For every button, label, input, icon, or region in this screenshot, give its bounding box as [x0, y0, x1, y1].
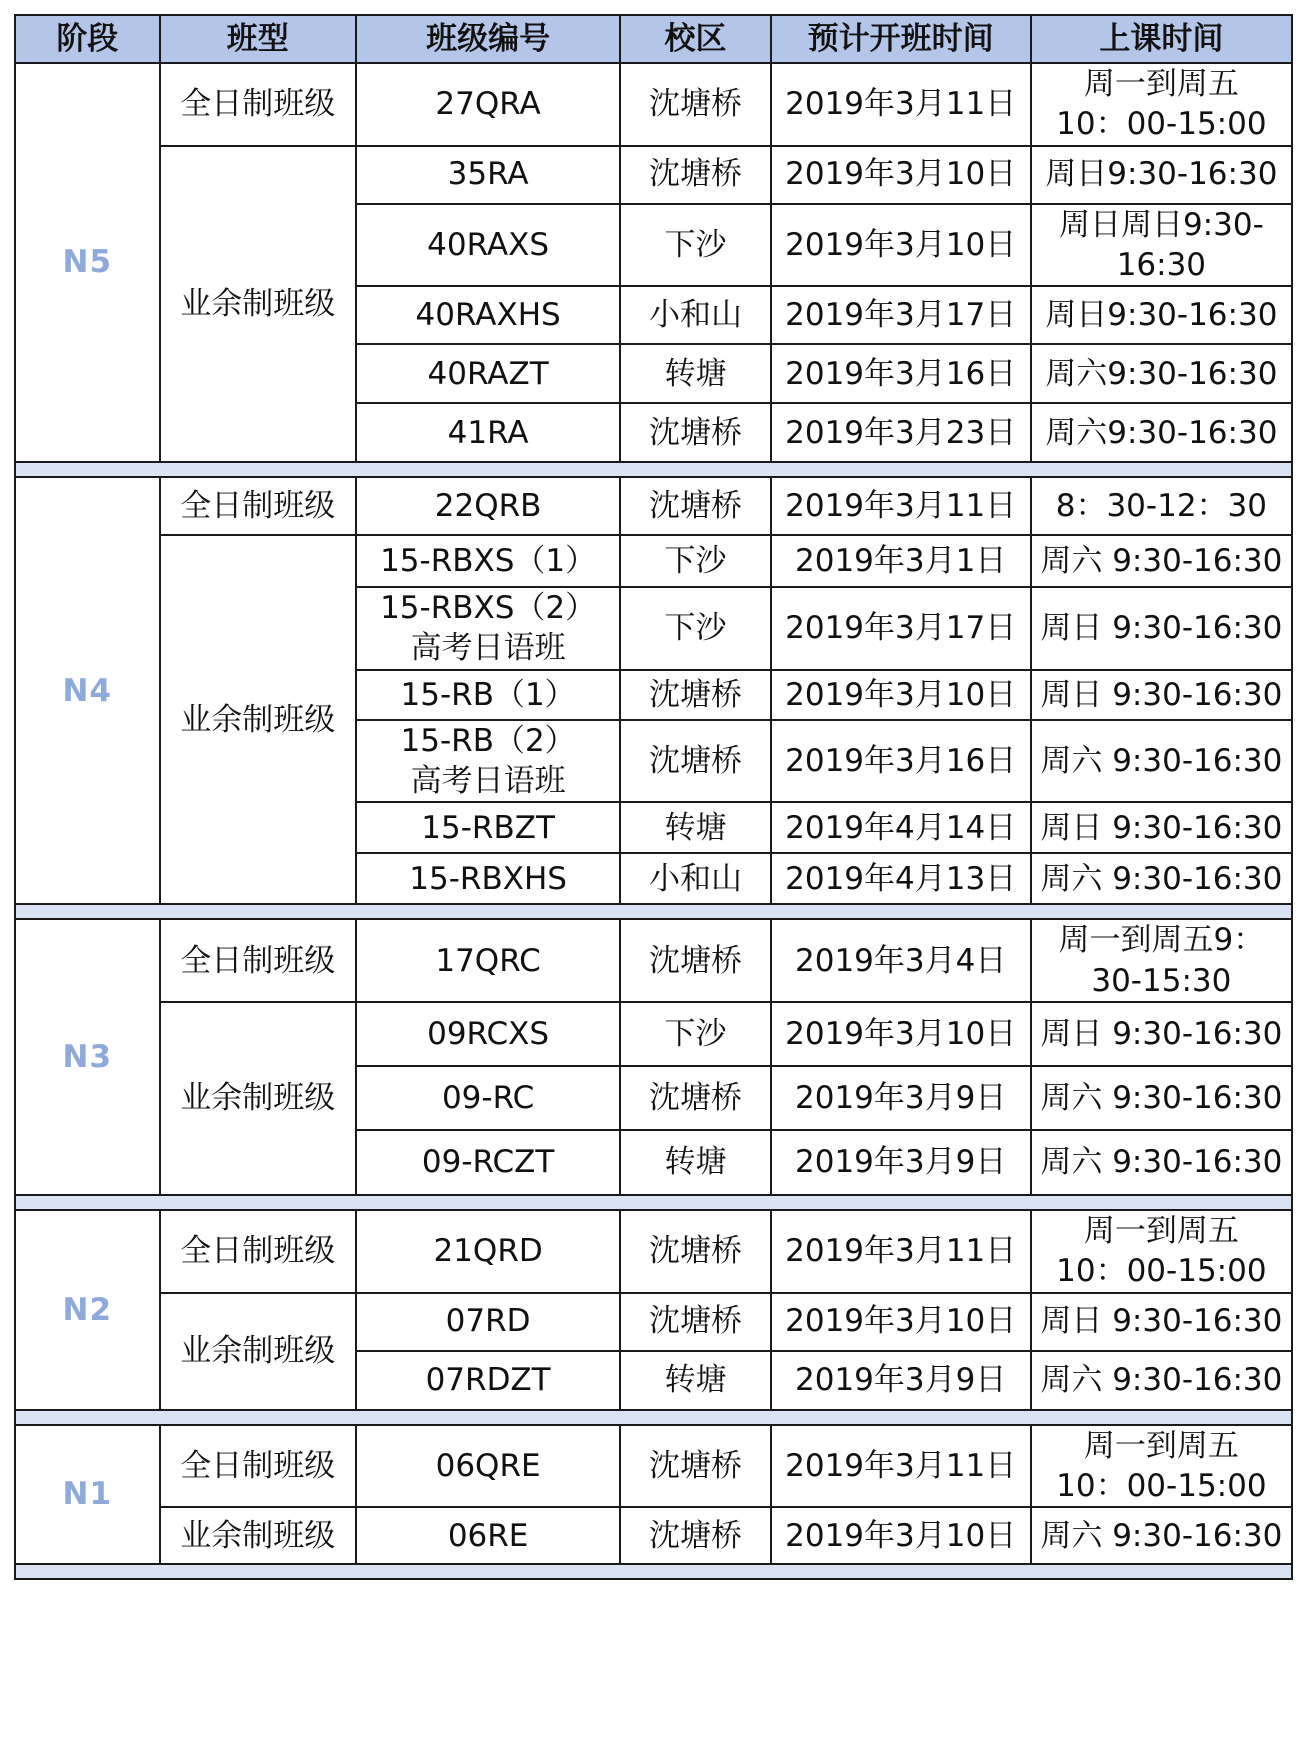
class-code-cell: 15-RB（1）	[356, 670, 621, 720]
class-time-cell: 周一到周五 10：00-15:00	[1031, 1210, 1292, 1293]
start-date-cell: 2019年3月9日	[771, 1130, 1031, 1195]
campus-cell: 沈塘桥	[620, 1425, 770, 1508]
class-type-cell: 全日制班级	[160, 1425, 356, 1508]
campus-cell: 下沙	[620, 1002, 770, 1066]
class-type-cell: 全日制班级	[160, 63, 356, 146]
level-separator	[15, 1410, 1292, 1425]
class-schedule-table	[14, 14, 1293, 1580]
class-code-cell: 15-RB（2） 高考日语班	[356, 720, 621, 803]
class-time-cell: 周六 9:30-16:30	[1031, 1507, 1292, 1564]
table-row	[15, 477, 1292, 535]
table-row	[15, 1210, 1292, 1293]
class-type-cell: 全日制班级	[160, 477, 356, 535]
class-code-cell: 07RD	[356, 1293, 621, 1351]
class-code-cell: 40RAZT	[356, 344, 621, 403]
table-row	[15, 63, 1292, 146]
class-time-cell: 周六 9:30-16:30	[1031, 1351, 1292, 1410]
class-time-cell: 周日 9:30-16:30	[1031, 670, 1292, 720]
level-cell: N4	[15, 477, 160, 904]
campus-cell: 下沙	[620, 587, 770, 670]
start-date-cell: 2019年3月16日	[771, 344, 1031, 403]
class-time-cell: 周一到周五9： 30-15:30	[1031, 919, 1292, 1002]
header-class-code: 班级编号	[356, 15, 621, 63]
campus-cell: 沈塘桥	[620, 1507, 770, 1564]
level-cell: N1	[15, 1425, 160, 1565]
class-type-cell: 业余制班级	[160, 535, 356, 904]
class-code-cell: 07RDZT	[356, 1351, 621, 1410]
campus-cell: 下沙	[620, 535, 770, 587]
schedule-body	[15, 63, 1292, 1579]
class-time-cell: 周日9:30-16:30	[1031, 286, 1292, 344]
start-date-cell: 2019年3月10日	[771, 1507, 1031, 1564]
table-row	[15, 146, 1292, 204]
class-time-cell: 周日周日9:30- 16:30	[1031, 204, 1292, 287]
level-cell: N3	[15, 919, 160, 1195]
class-time-cell: 周日9:30-16:30	[1031, 146, 1292, 204]
campus-cell: 沈塘桥	[620, 1210, 770, 1293]
start-date-cell: 2019年4月13日	[771, 853, 1031, 904]
class-code-cell: 40RAXHS	[356, 286, 621, 344]
separator-cell	[15, 1410, 1292, 1425]
header-class-time: 上课时间	[1031, 15, 1292, 63]
class-time-cell: 周一到周五 10：00-15:00	[1031, 1425, 1292, 1508]
level-separator	[15, 462, 1292, 477]
campus-cell: 沈塘桥	[620, 477, 770, 535]
separator-cell	[15, 1564, 1292, 1579]
class-time-cell: 周六 9:30-16:30	[1031, 720, 1292, 803]
campus-cell: 沈塘桥	[620, 146, 770, 204]
class-time-cell: 周六9:30-16:30	[1031, 403, 1292, 462]
class-code-cell: 41RA	[356, 403, 621, 462]
start-date-cell: 2019年3月17日	[771, 587, 1031, 670]
start-date-cell: 2019年3月23日	[771, 403, 1031, 462]
header-campus: 校区	[620, 15, 770, 63]
campus-cell: 沈塘桥	[620, 670, 770, 720]
start-date-cell: 2019年3月1日	[771, 535, 1031, 587]
level-cell: N2	[15, 1210, 160, 1410]
class-code-cell: 21QRD	[356, 1210, 621, 1293]
start-date-cell: 2019年4月14日	[771, 802, 1031, 853]
class-code-cell: 35RA	[356, 146, 621, 204]
header-class-type: 班型	[160, 15, 356, 63]
campus-cell: 小和山	[620, 853, 770, 904]
start-date-cell: 2019年3月10日	[771, 1293, 1031, 1351]
start-date-cell: 2019年3月10日	[771, 146, 1031, 204]
class-code-cell: 09RCXS	[356, 1002, 621, 1066]
campus-cell: 转塘	[620, 802, 770, 853]
header-row	[15, 15, 1292, 63]
header-start-date: 预计开班时间	[771, 15, 1031, 63]
campus-cell: 沈塘桥	[620, 403, 770, 462]
class-time-cell: 周日 9:30-16:30	[1031, 1002, 1292, 1066]
class-time-cell: 周六 9:30-16:30	[1031, 1130, 1292, 1195]
class-code-cell: 40RAXS	[356, 204, 621, 287]
table-row	[15, 1507, 1292, 1564]
start-date-cell: 2019年3月11日	[771, 63, 1031, 146]
start-date-cell: 2019年3月10日	[771, 1002, 1031, 1066]
campus-cell: 沈塘桥	[620, 919, 770, 1002]
class-type-cell: 业余制班级	[160, 146, 356, 463]
campus-cell: 沈塘桥	[620, 720, 770, 803]
start-date-cell: 2019年3月9日	[771, 1066, 1031, 1130]
start-date-cell: 2019年3月10日	[771, 670, 1031, 720]
class-time-cell: 周六 9:30-16:30	[1031, 535, 1292, 587]
start-date-cell: 2019年3月9日	[771, 1351, 1031, 1410]
class-code-cell: 15-RBXHS	[356, 853, 621, 904]
class-code-cell: 15-RBZT	[356, 802, 621, 853]
table-row	[15, 1425, 1292, 1508]
start-date-cell: 2019年3月4日	[771, 919, 1031, 1002]
class-code-cell: 15-RBXS（2） 高考日语班	[356, 587, 621, 670]
separator-cell	[15, 904, 1292, 919]
level-separator	[15, 1564, 1292, 1579]
campus-cell: 小和山	[620, 286, 770, 344]
campus-cell: 沈塘桥	[620, 1066, 770, 1130]
campus-cell: 沈塘桥	[620, 1293, 770, 1351]
table-row	[15, 535, 1292, 587]
class-type-cell: 业余制班级	[160, 1002, 356, 1195]
class-code-cell: 17QRC	[356, 919, 621, 1002]
level-separator	[15, 1195, 1292, 1210]
class-time-cell: 周日 9:30-16:30	[1031, 802, 1292, 853]
level-separator	[15, 904, 1292, 919]
class-type-cell: 全日制班级	[160, 1210, 356, 1293]
class-code-cell: 06QRE	[356, 1425, 621, 1508]
class-code-cell: 22QRB	[356, 477, 621, 535]
class-time-cell: 周六 9:30-16:30	[1031, 853, 1292, 904]
class-code-cell: 15-RBXS（1）	[356, 535, 621, 587]
class-type-cell: 业余制班级	[160, 1293, 356, 1410]
class-type-cell: 全日制班级	[160, 919, 356, 1002]
separator-cell	[15, 462, 1292, 477]
start-date-cell: 2019年3月11日	[771, 1210, 1031, 1293]
class-time-cell: 周六 9:30-16:30	[1031, 1066, 1292, 1130]
separator-cell	[15, 1195, 1292, 1210]
campus-cell: 转塘	[620, 1130, 770, 1195]
start-date-cell: 2019年3月11日	[771, 477, 1031, 535]
level-cell: N5	[15, 63, 160, 462]
class-time-cell: 8：30-12：30	[1031, 477, 1292, 535]
class-code-cell: 27QRA	[356, 63, 621, 146]
table-row	[15, 1002, 1292, 1066]
class-code-cell: 09-RCZT	[356, 1130, 621, 1195]
start-date-cell: 2019年3月11日	[771, 1425, 1031, 1508]
class-time-cell: 周六9:30-16:30	[1031, 344, 1292, 403]
start-date-cell: 2019年3月17日	[771, 286, 1031, 344]
class-time-cell: 周日 9:30-16:30	[1031, 1293, 1292, 1351]
table-row	[15, 919, 1292, 1002]
table-row	[15, 1293, 1292, 1351]
class-code-cell: 09-RC	[356, 1066, 621, 1130]
header-level: 阶段	[15, 15, 160, 63]
start-date-cell: 2019年3月10日	[771, 204, 1031, 287]
campus-cell: 沈塘桥	[620, 63, 770, 146]
campus-cell: 下沙	[620, 204, 770, 287]
class-time-cell: 周日 9:30-16:30	[1031, 587, 1292, 670]
campus-cell: 转塘	[620, 1351, 770, 1410]
start-date-cell: 2019年3月16日	[771, 720, 1031, 803]
class-type-cell: 业余制班级	[160, 1507, 356, 1564]
class-code-cell: 06RE	[356, 1507, 621, 1564]
campus-cell: 转塘	[620, 344, 770, 403]
class-time-cell: 周一到周五 10：00-15:00	[1031, 63, 1292, 146]
